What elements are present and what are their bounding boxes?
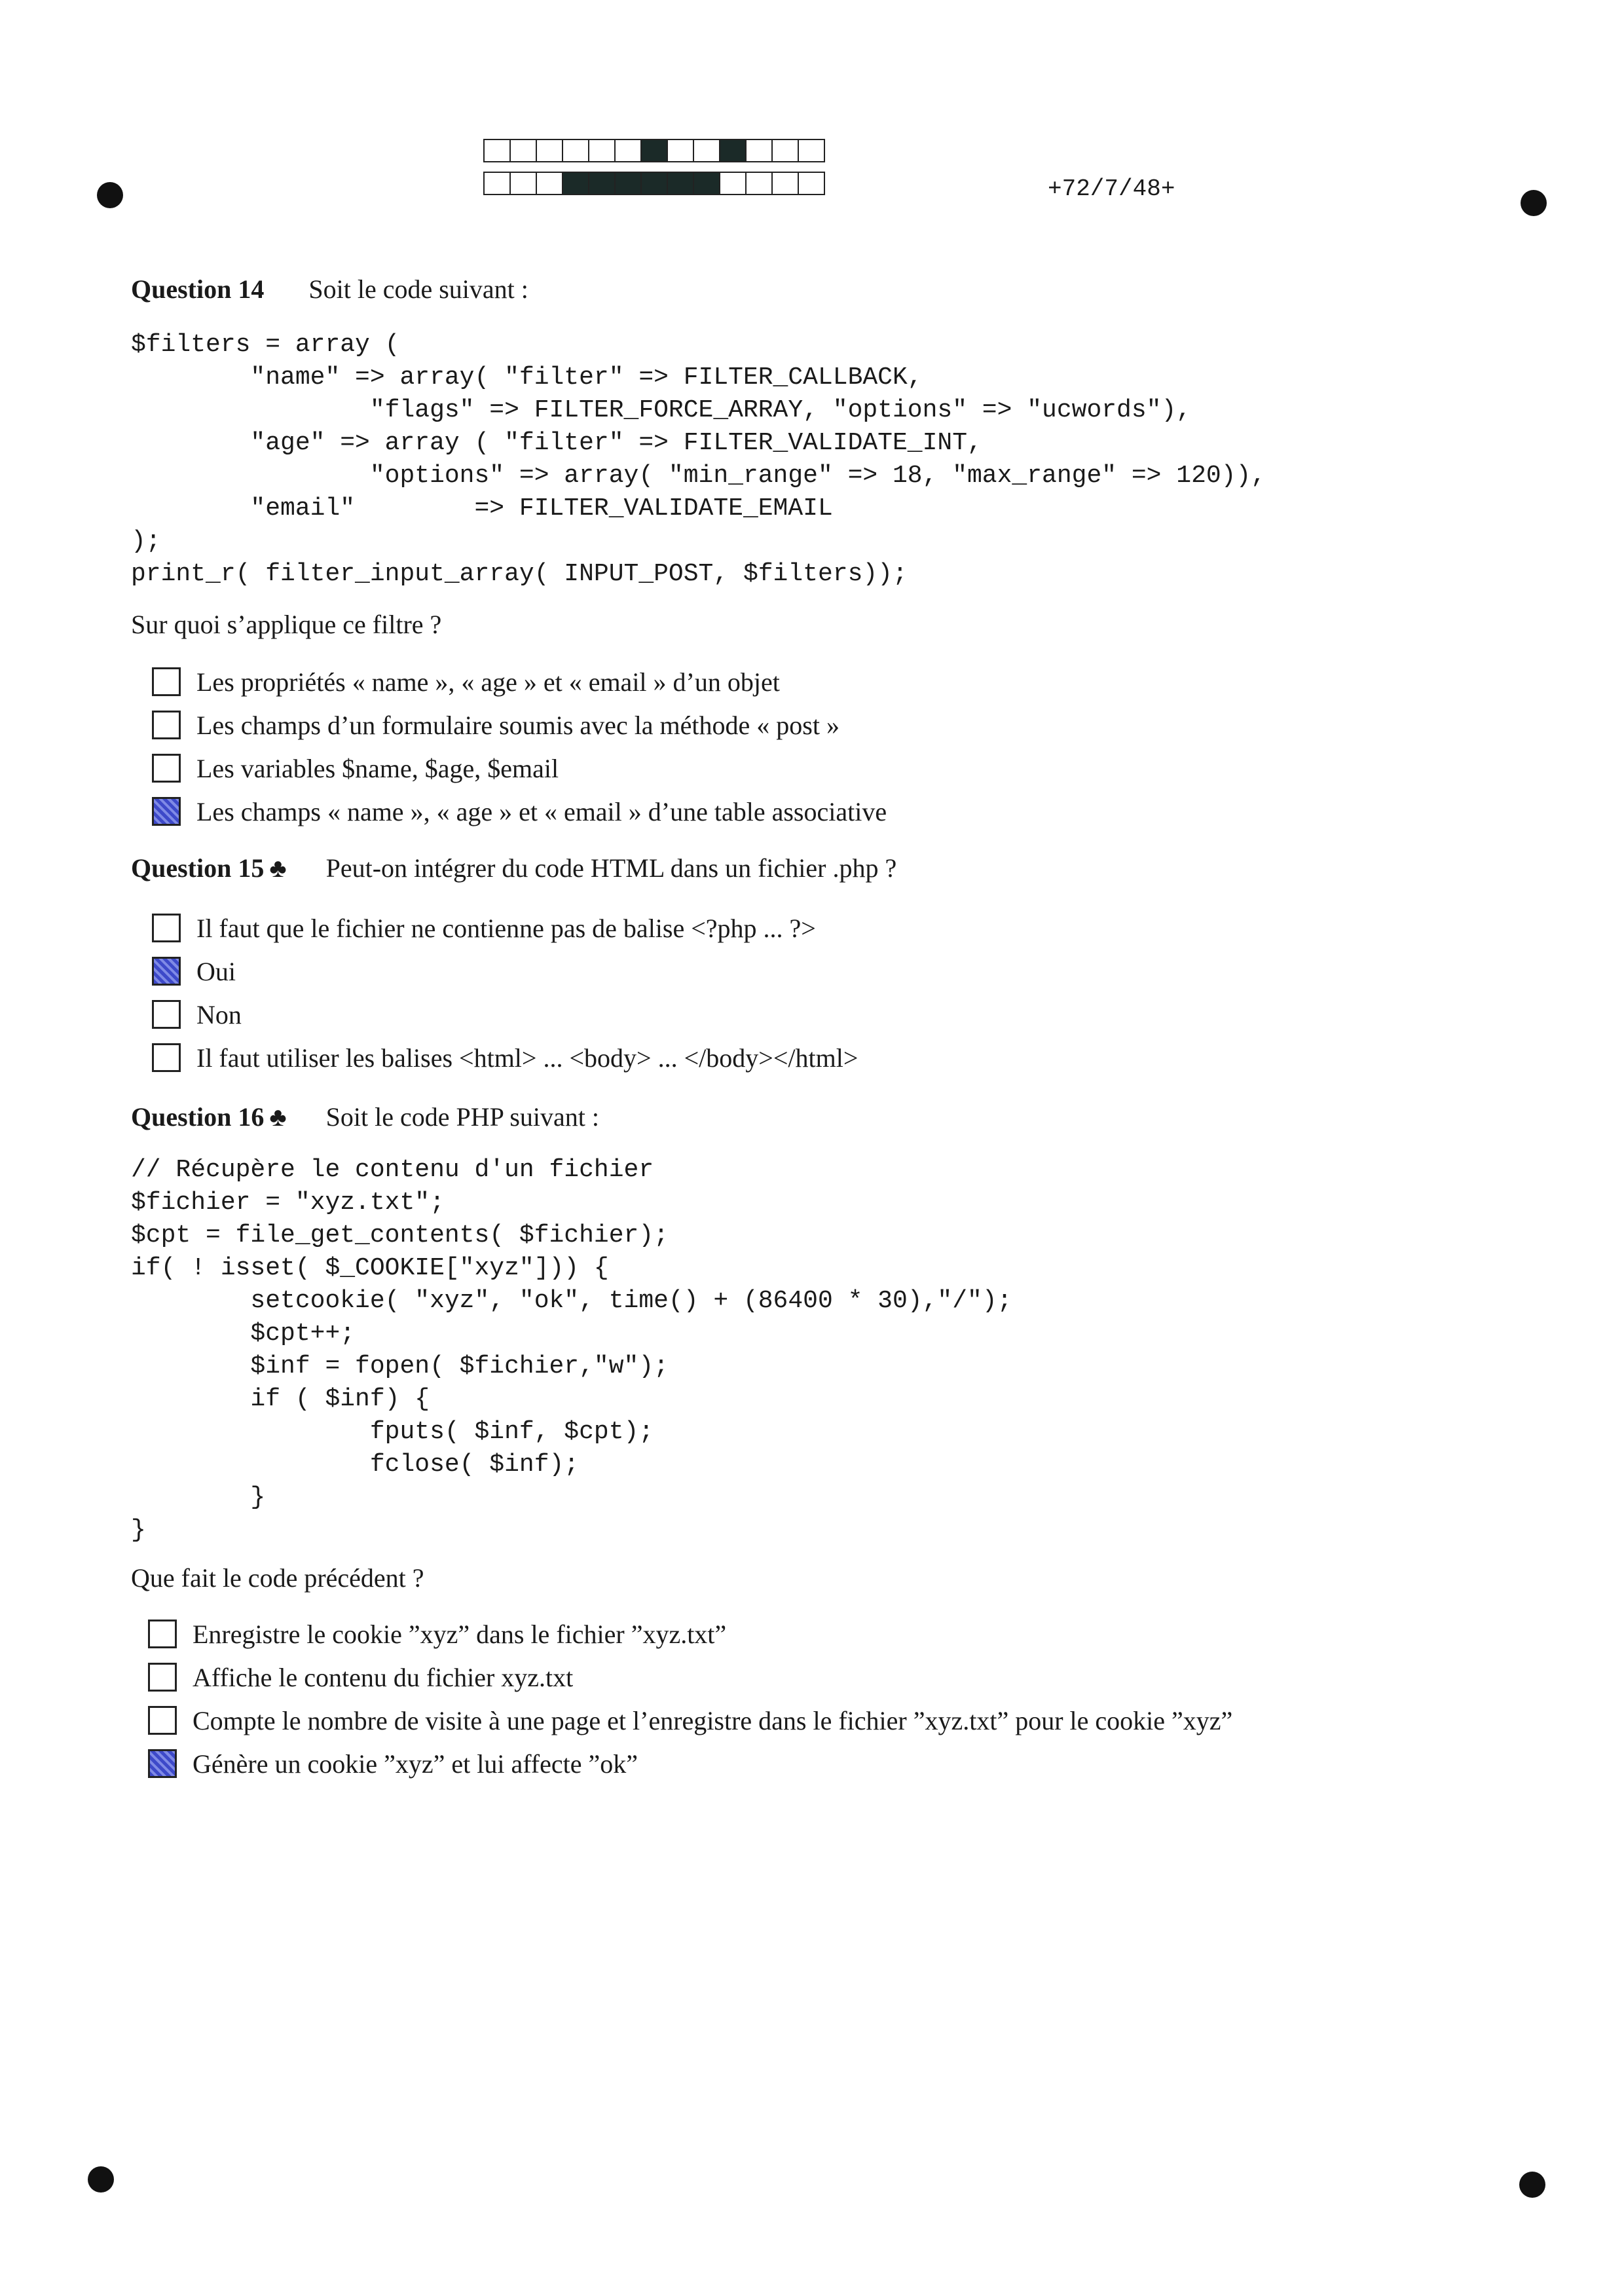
answer-label: Génère un cookie ”xyz” et lui affecte ”ok” [193,1749,638,1779]
id-grid-cell [747,172,773,195]
answer-option[interactable] [148,1742,1232,1785]
id-grid-cell [616,139,642,162]
answer-checkbox[interactable] [152,667,181,696]
id-grid-cell [589,172,616,195]
question-15-header [131,853,896,883]
answer-label: Il faut utiliser les balises <html> ... <body> ... </body></html> [196,1043,858,1073]
club-icon: ♣ [269,853,287,883]
id-grid-cell [642,172,668,195]
registration-dot-bottom-right [1519,2172,1545,2198]
id-grid-cell [747,139,773,162]
question-14-header [131,274,528,305]
answer-option[interactable] [148,1699,1232,1742]
answer-label: Oui [196,956,236,986]
answer-label: Les champs d’un formulaire soumis avec la méthode « post » [196,710,840,740]
question-15-number: Question 15 [131,853,265,883]
question-16-code: // Récupère le contenu d'un fichier $fichier = "xyz.txt"; $cpt = file_get_contents( $fichier); if( ! isset( $_COOKIE["xyz"])) { setcookie( "xyz", "ok", time() + (86400 * 30),"/"); $cpt++; $inf = fopen( $fichier,"w"); if ( $inf) { fputs( $inf, $cpt); fclose( $inf); } } [131,1156,1012,1544]
id-grid-row-2 [483,172,825,195]
answer-label: Non [196,999,242,1029]
club-icon: ♣ [269,1102,287,1132]
answer-option[interactable] [152,906,858,950]
answer-option[interactable] [152,950,858,993]
id-grid-cell [720,172,747,195]
answer-checkbox[interactable] [148,1620,177,1648]
answer-checkbox[interactable] [152,914,181,942]
answer-checkbox[interactable] [152,957,181,986]
id-grid-cell [485,139,511,162]
id-grid-cell [511,172,537,195]
answer-option[interactable] [152,993,858,1036]
answer-checkbox[interactable] [148,1749,177,1778]
answer-option[interactable] [152,790,887,833]
question-15-text: Peut-on intégrer du code HTML dans un fichier .php ? [325,853,897,883]
answer-checkbox[interactable] [152,754,181,783]
id-grid-cell [563,172,589,195]
id-grid-cell [537,139,563,162]
answer-checkbox[interactable] [148,1706,177,1735]
answer-checkbox[interactable] [152,797,181,826]
id-grid-cell [668,172,694,195]
answer-option[interactable] [152,703,887,747]
question-16-text: Soit le code PHP suivant : [325,1102,600,1132]
answer-label: Enregistre le cookie ”xyz” dans le fichier ”xyz.txt” [193,1619,727,1649]
answer-checkbox[interactable] [152,711,181,739]
page-id: +72/7/48+ [1048,176,1175,202]
id-grid-cell [563,139,589,162]
id-grid-cell [694,172,720,195]
question-14-answers [152,660,887,833]
id-grid-row-1 [483,139,825,162]
registration-dot-bottom-left [88,2166,114,2193]
id-grid-cell [773,172,799,195]
question-16-header [131,1102,599,1132]
answer-label: Compte le nombre de visite à une page et l’enregistre dans le fichier ”xyz.txt” pour le cookie ”xyz” [193,1705,1233,1735]
id-grid-cell [642,139,668,162]
question-14-text: Soit le code suivant : [308,274,528,304]
answer-option[interactable] [148,1612,1232,1656]
question-14-code: $filters = array ( "name" => array( "filter" => FILTER_CALLBACK, "flags" => FILTER_FORCE_ARRAY, "options" => "ucwords"), "age" => array ( "filter" => FILTER_VALIDATE_INT, "options" => array( "min_range" => 18, "max_range" => 120)), "email" => FILTER_VALIDATE_EMAIL ); print_r( filter_input_array( INPUT_POST, $filters)); [131,331,1266,588]
answer-label: Il faut que le fichier ne contienne pas de balise <?php ... ?> [196,913,816,943]
id-grid-cell [799,172,825,195]
question-14-number: Question 14 [131,274,265,304]
id-grid-cell [511,139,537,162]
id-grid-cell [589,139,616,162]
answer-checkbox[interactable] [152,1043,181,1072]
id-grid-cell [537,172,563,195]
id-grid-cell [720,139,747,162]
question-16-number: Question 16 [131,1102,265,1132]
answer-option[interactable] [152,660,887,703]
answer-label: Les variables $name, $age, $email [196,753,559,783]
registration-dot-top-right [1521,190,1547,216]
id-grid-cell [694,139,720,162]
answer-checkbox[interactable] [148,1663,177,1692]
question-16-answers [148,1612,1232,1785]
answer-label: Les propriétés « name », « age » et « email » d’un objet [196,667,780,697]
id-grid-cell [773,139,799,162]
id-grid-cell [616,172,642,195]
answer-label: Affiche le contenu du fichier xyz.txt [193,1662,574,1692]
answer-label: Les champs « name », « age » et « email » d’une table associative [196,796,887,826]
registration-dot-top-left [97,182,123,208]
question-14-prompt: Sur quoi s’applique ce filtre ? [131,610,442,639]
id-grid-cell [485,172,511,195]
answer-option[interactable] [148,1656,1232,1699]
question-16-prompt: Que fait le code précédent ? [131,1563,424,1593]
question-15-answers [152,906,858,1079]
id-grid-cell [799,139,825,162]
id-grid-cell [668,139,694,162]
answer-option[interactable] [152,747,887,790]
answer-checkbox[interactable] [152,1000,181,1029]
answer-option[interactable] [152,1036,858,1079]
